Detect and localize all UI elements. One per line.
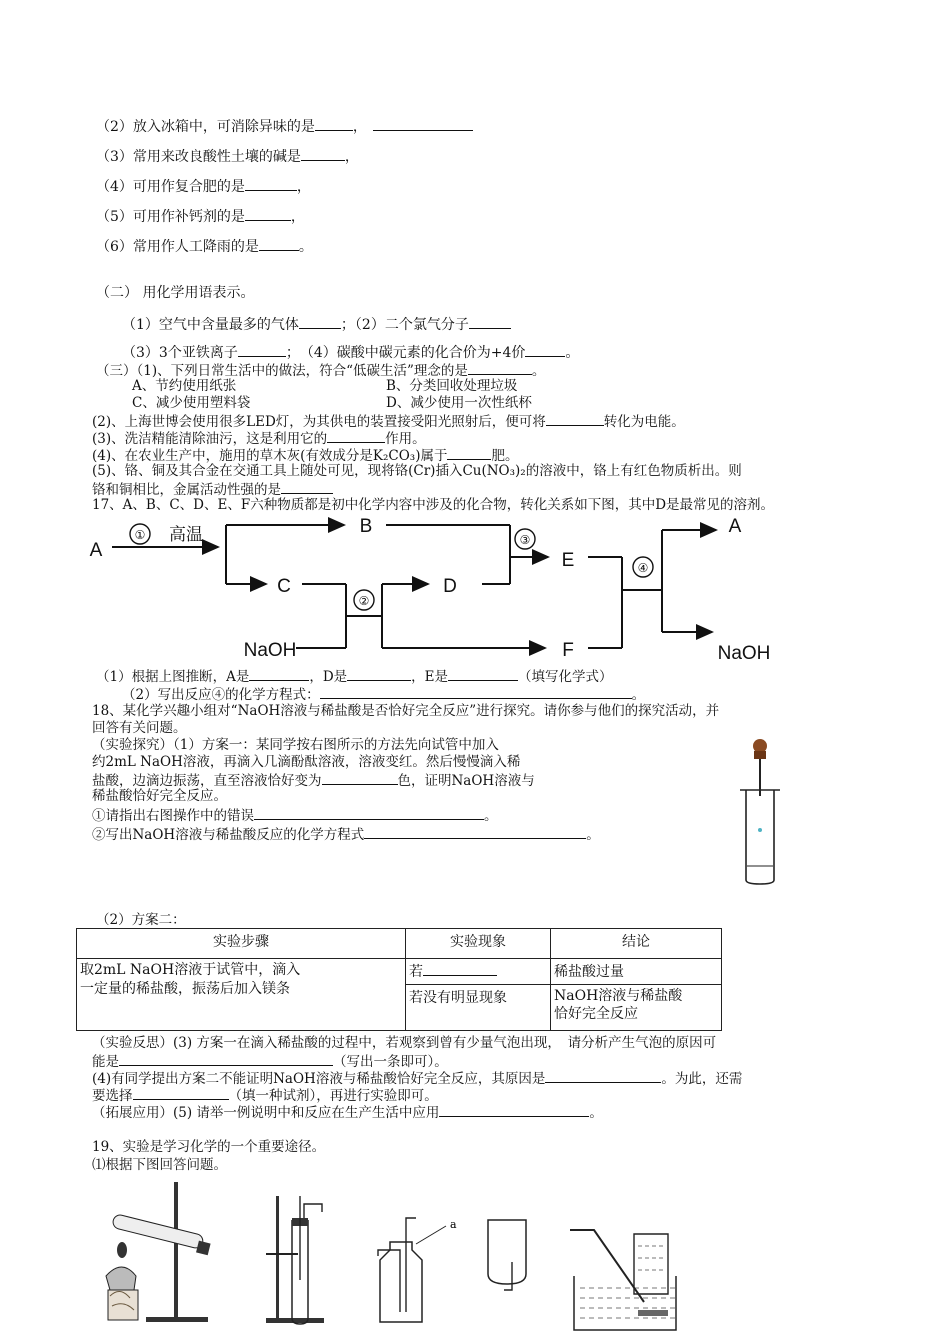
header-conclusion: 结论: [551, 929, 722, 959]
apparatus-gas-bottle: [372, 1212, 462, 1328]
q18-stem: 18、某化学兴趣小组对“NaOH溶液与稀盐酸是否恰好完全反应”进行探究。请你参与他们的探究活动，并: [92, 703, 720, 719]
item-4: （4）可用作复合肥的是 ，: [96, 176, 311, 196]
apparatus-gas-generator: [262, 1190, 332, 1330]
q18-explore-3: 盐酸，边滴边振荡，直至溶液恰好变为 色，证明NaOH溶液与: [92, 770, 535, 790]
section3-q1: （三）（1)、下列日常生活中的做法，符合“低碳生活”理念的是 。: [96, 360, 545, 380]
row2-conclusion: NaOH溶液与稀盐酸 恰好完全反应: [551, 985, 722, 1031]
section3-q5-cont: 铬和铜相比，金属活动性强的是: [92, 479, 333, 499]
q18-reflection-3: (4)有同学提出方案二不能证明NaOH溶液与稀盐酸恰好完全反应，其原因是 。为此，还需: [92, 1068, 742, 1088]
option-b: B、分类回收处理垃圾: [386, 378, 518, 394]
section3-q5: (5)、铬、铜及其合金在交通工具上随处可见，现将铬(Cr)插入Cu(NO₃)₂的溶液中，铬上有红色物质析出。则: [92, 463, 742, 479]
apparatus-inverted-collector: [480, 1214, 540, 1294]
section2-line1: （1）空气中含量最多的气体 ；（2）二个氯气分子: [122, 314, 511, 334]
q19-stem: 19、实验是学习化学的一个重要途径。: [92, 1139, 326, 1155]
condition-label: 高温: [169, 525, 203, 544]
node-b: B: [359, 516, 373, 537]
step-3-label: ③: [519, 533, 531, 547]
q18-stem-cont: 回答有关问题。: [92, 720, 187, 736]
section3-q3: (3)、洗洁精能清除油污，这是利用它的 作用。: [92, 428, 426, 448]
node-e: E: [561, 550, 575, 571]
node-d: D: [443, 576, 457, 597]
option-a: A、节约使用纸张: [132, 378, 237, 394]
header-phenomenon: 实验现象: [406, 929, 551, 959]
item-5: （5）可用作补钙剂的是 ，: [96, 206, 305, 226]
q18-explore-4: 稀盐酸恰好完全反应。: [92, 788, 227, 804]
row2-phenomenon: 若没有明显现象: [406, 985, 551, 1031]
section3-q4: (4)、在农业生产中，施用的草木灰(有效成分是K₂CO₃)属于 肥。: [92, 445, 518, 465]
step-line-1: 取2mL NaOH溶液于试管中，滴入: [80, 962, 301, 978]
q18-explore-2: 约2mL NaOH溶液，再滴入几滴酚酞溶液，溶液变红。然后慢慢滴入稀: [92, 754, 521, 770]
plan-two-heading: （2）方案二：: [96, 912, 186, 928]
step-line-2: 一定量的稀盐酸，振荡后加入镁条: [80, 981, 290, 997]
option-d: D、减少使用一次性纸杯: [386, 395, 532, 411]
item-3: （3）常用来改良酸性土壤的碱是 ，: [96, 146, 359, 166]
q17-part1: （1）根据上图推断，A是 ，D是 ，E是 （填写化学式）: [96, 666, 613, 686]
step-2-label: ②: [358, 594, 370, 608]
q19-sub1: ⑴根据下图回答问题。: [92, 1157, 227, 1173]
dropper-test-tube-picture: [736, 738, 786, 888]
node-f: F: [562, 640, 574, 661]
q18-reflection-2: 能是 （写出一条即可）。: [92, 1051, 448, 1071]
step-cell: [77, 959, 406, 1031]
plan-two-table: [76, 928, 722, 1031]
header-steps: 实验步骤: [77, 929, 406, 959]
step-4-label: ④: [637, 561, 649, 575]
step-1-label: ①: [134, 528, 146, 542]
node-a-out: A: [728, 516, 742, 537]
item-2: （2）放入冰箱中，可消除异味的是 ，: [96, 116, 473, 136]
q18-equation-line: ②写出NaOH溶液与稀盐酸反应的化学方程式 。: [92, 824, 600, 844]
section3-q2: (2)、上海世博会使用很多LED灯，为其供电的装置接受阳光照射后，便可将 转化为电能。: [92, 411, 685, 431]
section2-heading: （二） 用化学用语表示。: [96, 285, 255, 301]
row1-phenomenon: 若: [406, 959, 551, 985]
node-naoh-out: NaOH: [717, 643, 771, 664]
apparatus-water-trough: [564, 1226, 684, 1334]
node-c: C: [277, 576, 291, 597]
section2-line2: （3）3个亚铁离子 ； （4）碳酸中碳元素的化合价为+4价 。: [122, 342, 579, 362]
q18-reflection-4: 要选择 （填一种试剂），再进行实验即可。: [92, 1085, 438, 1105]
option-c: C、减少使用塑料袋: [132, 395, 251, 411]
node-naoh-in: NaOH: [243, 640, 297, 661]
apparatus-heating-tube: [96, 1176, 236, 1326]
q17-stem: 17、A、B、C、D、E、F六种物质都是初中化学内容中涉及的化合物，转化关系如下图，其中D是最常见的溶剂。: [92, 497, 775, 513]
item-6: （6）常用作人工降雨的是 。: [96, 236, 313, 256]
q18-explore-1: （实验探究）（1）方案一：某同学按右图所示的方法先向试管中加入: [92, 737, 499, 753]
q17-part2: （2）写出反应④的化学方程式： 。: [122, 684, 645, 704]
q18-error-line: ①请指出右图操作中的错误 。: [92, 805, 498, 825]
q18-application: （拓展应用）(5) 请举一例说明中和反应在生产生活中应用 。: [92, 1102, 603, 1122]
q18-reflection-1: （实验反思）(3) 方案一在滴入稀盐酸的过程中，若观察到曾有少量气泡出现， 请分析产生气泡的原因可: [92, 1035, 717, 1051]
row1-conclusion: 稀盐酸过量: [551, 959, 722, 985]
label-a: a: [450, 1218, 457, 1231]
node-a: A: [89, 540, 103, 561]
